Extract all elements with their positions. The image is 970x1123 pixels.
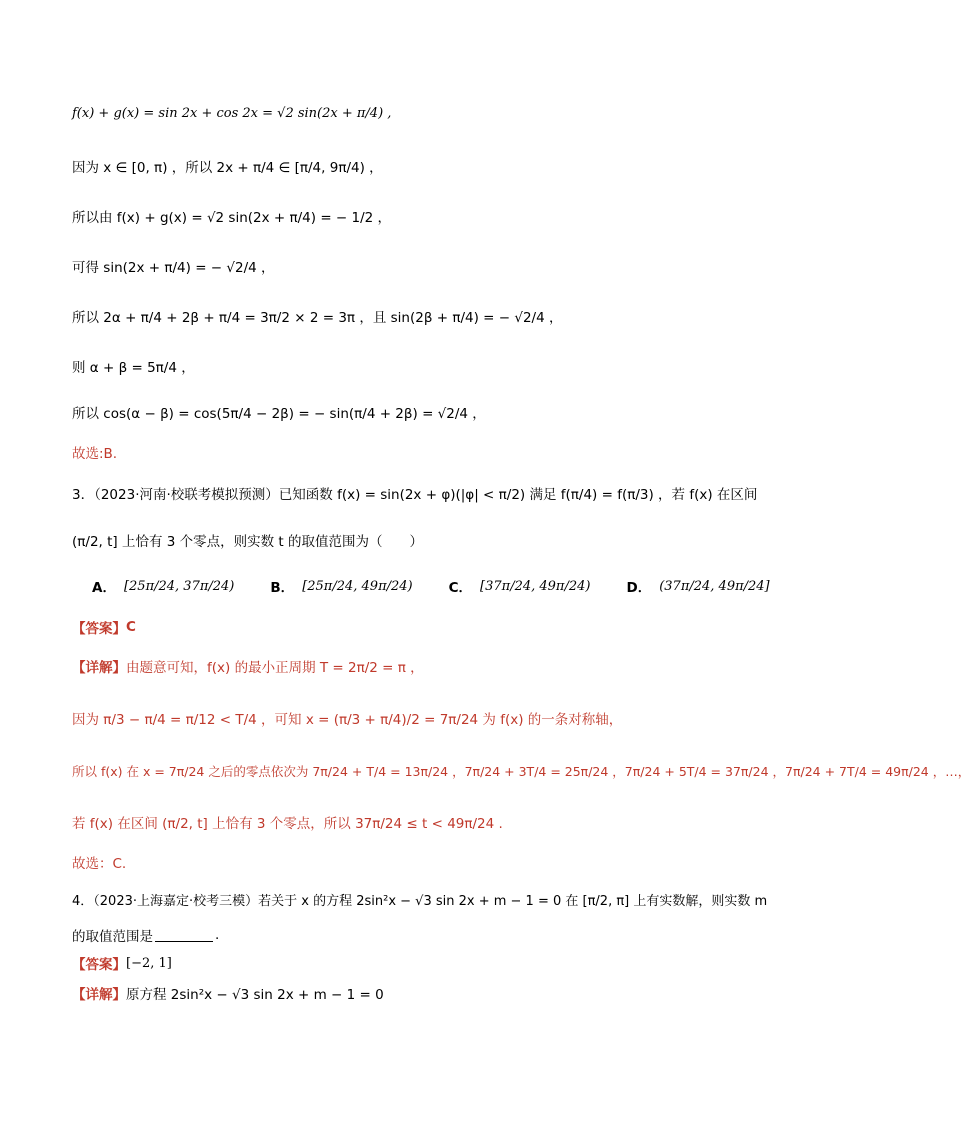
choice-a: [92, 576, 234, 596]
choice-c-letter: C．: [448, 580, 473, 596]
question-3-detail-line-2: 因为 π/3 − π/4 = π/12 < T/4 ，可知 x = (π/3 + π/4)/2 = 7π/24 为 f(x) 的一条对称轴，: [72, 712, 623, 728]
choice-a-text: [25π/24, 37π/24): [123, 578, 235, 594]
choice-b-letter: B．: [270, 580, 295, 596]
answer-label: 【答案】: [72, 957, 126, 973]
question-3-detail-line-3: 所以 f(x) 在 x = 7π/24 之后的零点依次为 7π/24 + T/4 = 13π/24 ，7π/24 + 3T/4 = 25π/24 ，7π/24 + 5T/4 = 37π/24 ，7π/24 + 7T/4 = 49π/24 ，…，: [72, 764, 970, 779]
solution-line-5: 所以 2α + π/4 + 2β + π/4 = 3π/2 × 2 = 3π ，且 sin(2β + π/4) = − √2/4 ，: [72, 310, 563, 326]
question-3-choices: [92, 576, 770, 596]
question-4-detail-line-1: [72, 983, 754, 1003]
detail-label: 【详解】: [72, 660, 126, 676]
choice-d-letter: D．: [626, 580, 652, 596]
detail-text: 原方程 2sin²x − √3 sin 2x + m − 1 = 0: [126, 987, 384, 1003]
solution-line-7: 所以 cos(α − β) = cos(5π/4 − 2β) = − sin(π/4 + 2β) = √2/4 ，: [72, 406, 486, 422]
question-3-stem-line-2: (π/2, t] 上恰有 3 个零点，则实数 t 的取值范围为（ ）: [72, 534, 424, 550]
solution-line-2: 因为 x ∈ [0, π) ，所以 2x + π/4 ∈ [π/4, 9π/4) ，: [72, 160, 383, 176]
choice-d: [626, 576, 769, 596]
question-4-stem-end: .: [215, 927, 220, 943]
answer-label: 【答案】: [72, 621, 126, 637]
question-3-answer: [72, 617, 754, 637]
answer-value: C: [126, 619, 136, 635]
answer-blank: [155, 929, 213, 942]
question-4-answer: [72, 953, 754, 973]
question-3-conclusion: 故选：C.: [72, 856, 127, 872]
choice-c: [449, 576, 591, 596]
answer-value: [−2, 1]: [126, 955, 172, 971]
detail-text: 由题意可知，f(x) 的最小正周期 T = 2π/2 = π ，: [126, 660, 424, 676]
choice-d-text: (37π/24, 49π/24]: [659, 578, 770, 594]
question-4-stem-line-1: 4．（2023·上海嘉定·校考三模）若关于 x 的方程 2sin²x − √3 sin 2x + m − 1 = 0 在 [π/2, π] 上有实数解，则实数 m: [72, 894, 768, 909]
solution-line-3: 所以由 f(x) + g(x) = √2 sin(2x + π/4) = − 1/2 ，: [72, 210, 392, 226]
question-3-detail-line-1: [72, 656, 754, 676]
solution-line-4: 可得 sin(2x + π/4) = − √2/4 ，: [72, 260, 275, 276]
choice-c-text: [37π/24, 49π/24): [480, 578, 591, 594]
solution-line-6: 则 α + β = 5π/4 ，: [72, 360, 195, 376]
detail-label: 【详解】: [72, 987, 126, 1003]
solution-conclusion: 故选:B.: [72, 446, 118, 462]
question-3-stem-line-1: 3．（2023·河南·校联考模拟预测）已知函数 f(x) = sin(2x + φ)(|φ| < π/2) 满足 f(π/4) = f(π/3) ，若 f(x) 在区间: [72, 487, 758, 503]
choice-b-text: [25π/24, 49π/24): [302, 578, 413, 594]
question-3-detail-line-4: 若 f(x) 在区间 (π/2, t] 上恰有 3 个零点，所以 37π/24 ≤ t < 49π/24 .: [72, 816, 503, 832]
question-4-stem-text: 的取值范围是: [72, 929, 153, 945]
solution-line-1: f(x) + g(x) = sin 2x + cos 2x = √2 sin(2x + π/4) ,: [72, 106, 392, 121]
choice-b: [270, 576, 412, 596]
question-4-stem-line-2: [72, 925, 754, 945]
choice-a-letter: A．: [92, 580, 116, 596]
